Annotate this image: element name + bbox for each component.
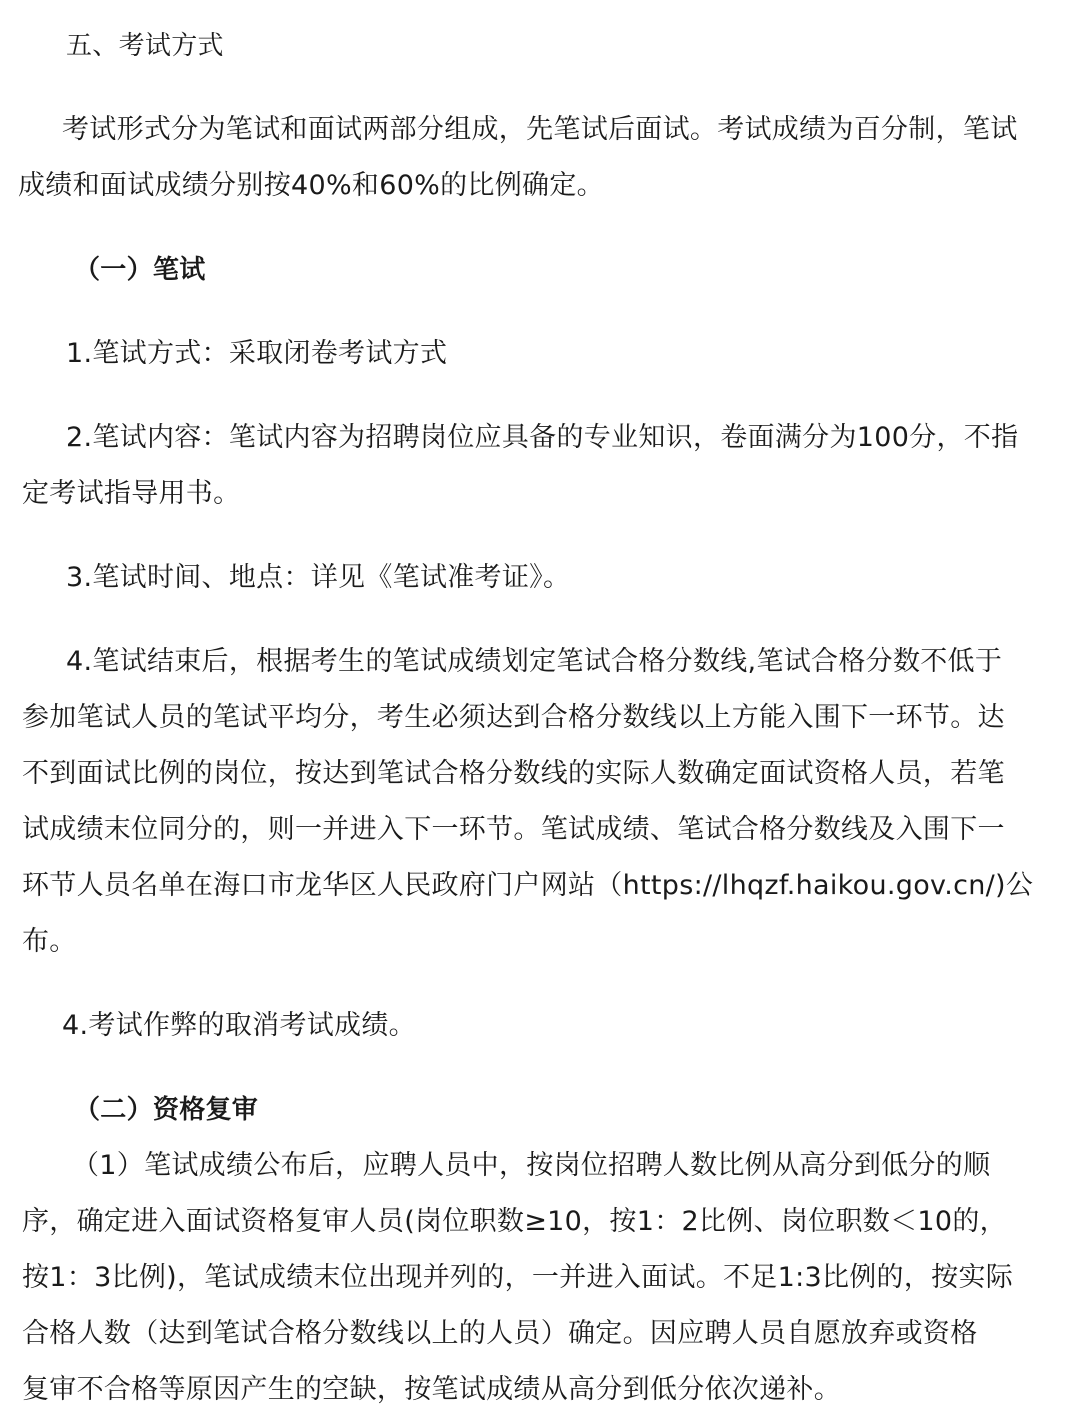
review-para-line-2: 序，确定进入面试资格复审人员(岗位职数≥10，按1：2比例、岗位职数＜10的， <box>22 1206 1007 1237</box>
written-item-4-line-2: 参加笔试人员的笔试平均分，考生必须达到合格分数线以上方能入围下一环节。达 <box>22 702 1005 733</box>
written-item-4-line-4: 试成绩末位同分的，则一并进入下一环节。笔试成绩、笔试合格分数线及入围下一 <box>22 814 1005 845</box>
review-para-line-5: 复审不合格等原因产生的空缺，按笔试成绩从高分到低分依次递补。 <box>22 1374 841 1405</box>
intro-line-1: 考试形式分为笔试和面试两部分组成，先笔试后面试。考试成绩为百分制，笔试 <box>62 114 1018 145</box>
written-item-4-line-6: 布。 <box>22 926 77 957</box>
written-item-2-line-1: 2.笔试内容：笔试内容为招聘岗位应具备的专业知识，卷面满分为100分，不指 <box>66 422 1019 453</box>
review-heading: （二）资格复审 <box>74 1095 259 1125</box>
written-item-3: 3.笔试时间、地点：详见《笔试准考证》。 <box>66 562 571 593</box>
review-para-line-4: 合格人数（达到笔试合格分数线以上的人员）确定。因应聘人员自愿放弃或资格 <box>22 1318 978 1349</box>
written-item-4-line-5: 环节人员名单在海口市龙华区人民政府门户网站（https://lhqzf.haikou.gov.cn/)公 <box>22 870 1034 901</box>
written-item-5: 4.考试作弊的取消考试成绩。 <box>62 1010 416 1041</box>
written-item-4-line-1: 4.笔试结束后，根据考生的笔试成绩划定笔试合格分数线,笔试合格分数不低于 <box>66 646 1003 677</box>
intro-line-2: 成绩和面试成绩分别按40%和60%的比例确定。 <box>18 170 604 201</box>
written-item-2-line-2: 定考试指导用书。 <box>22 478 241 509</box>
section-title: 五、考试方式 <box>66 31 224 61</box>
written-item-4-line-3: 不到面试比例的岗位，按达到笔试合格分数线的实际人数确定面试资格人员，若笔 <box>22 758 1005 789</box>
written-heading: （一）笔试 <box>74 255 206 285</box>
review-para-line-1: （1）笔试成绩公布后，应聘人员中，按岗位招聘人数比例从高分到低分的顺 <box>72 1150 991 1181</box>
review-para-line-3: 按1：3比例)，笔试成绩末位出现并列的，一并进入面试。不足1:3比例的，按实际 <box>22 1262 1014 1293</box>
written-item-1: 1.笔试方式：采取闭卷考试方式 <box>66 338 448 369</box>
